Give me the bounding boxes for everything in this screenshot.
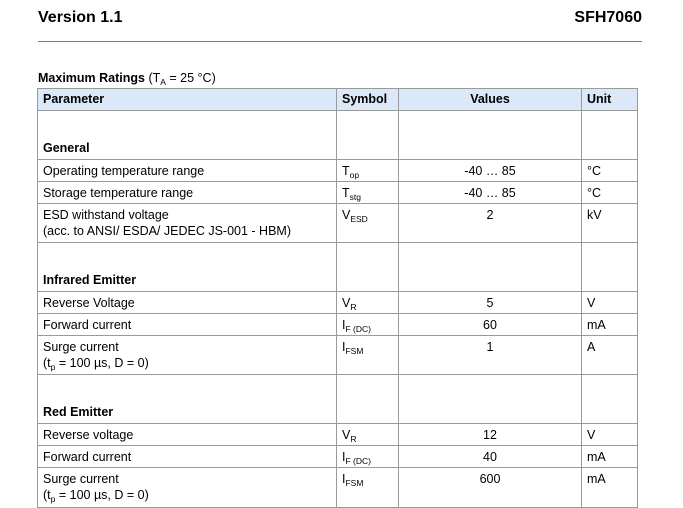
unit-cell: V [582,292,638,314]
unit-cell: mA [582,446,638,468]
section-title: Red Emitter [38,375,337,424]
section-title: Infrared Emitter [38,243,337,292]
part-number: SFH7060 [574,9,642,26]
maximum-ratings-table [37,88,638,508]
symbol-cell: $T_{op}$ [337,160,399,182]
value-cell: -40 … 85 [399,160,582,182]
value-cell: 600 [399,468,582,508]
column-header-values: Values [399,89,582,111]
header-divider [38,41,642,42]
column-header-parameter: Parameter [38,89,337,111]
document-version: Version 1.1 [38,9,123,26]
table-row [38,336,638,375]
section-row-general [38,111,638,160]
param-cell: ESD withstand voltage (acc. to ANSI/ ESDA/ JEDEC JS-001 - HBM) [38,204,337,243]
caption-title: Maximum Ratings [38,71,145,85]
caption-condition: ($T_A = 25$ °C) [148,71,216,87]
unit-cell: mA [582,468,638,508]
param-cell: Surge current ($t_p = 100$ µs, D = 0) [38,336,337,375]
symbol-cell: $I_{F (DC)}$ [337,446,399,468]
param-cell: Reverse voltage [38,424,337,446]
symbol-cell: $I_{FSM}$ [337,468,399,508]
value-cell: -40 … 85 [399,182,582,204]
param-cell: Storage temperature range [38,182,337,204]
symbol-cell: $T_{stg}$ [337,182,399,204]
param-cell: Surge current ($t_p = 100$ µs, D = 0) [38,468,337,508]
page-header [38,8,642,28]
table-row [38,314,638,336]
param-cell: Forward current [38,446,337,468]
table-row [38,204,638,243]
unit-cell: °C [582,182,638,204]
value-cell: 12 [399,424,582,446]
unit-cell: A [582,336,638,375]
unit-cell: V [582,424,638,446]
table-row [38,292,638,314]
unit-cell: °C [582,160,638,182]
unit-cell: mA [582,314,638,336]
symbol-cell: $I_{F (DC)}$ [337,314,399,336]
value-cell: 1 [399,336,582,375]
table-row [38,424,638,446]
symbol-cell: $V_R$ [337,424,399,446]
param-cell: Forward current [38,314,337,336]
value-cell: 5 [399,292,582,314]
unit-cell: kV [582,204,638,243]
value-cell: 2 [399,204,582,243]
symbol-cell: $V_R$ [337,292,399,314]
section-title: General [38,111,337,160]
table-row [38,182,638,204]
table-caption [38,71,216,86]
section-row-red-emitter [38,375,638,424]
value-cell: 60 [399,314,582,336]
table-row [38,446,638,468]
param-cell: Reverse Voltage [38,292,337,314]
column-header-unit: Unit [582,89,638,111]
symbol-cell: $V_{ESD}$ [337,204,399,243]
section-row-infrared-emitter [38,243,638,292]
symbol-cell: $I_{FSM}$ [337,336,399,375]
table-header-row [38,89,638,111]
table-row [38,468,638,508]
param-cell: Operating temperature range [38,160,337,182]
table-row [38,160,638,182]
column-header-symbol: Symbol [337,89,399,111]
value-cell: 40 [399,446,582,468]
